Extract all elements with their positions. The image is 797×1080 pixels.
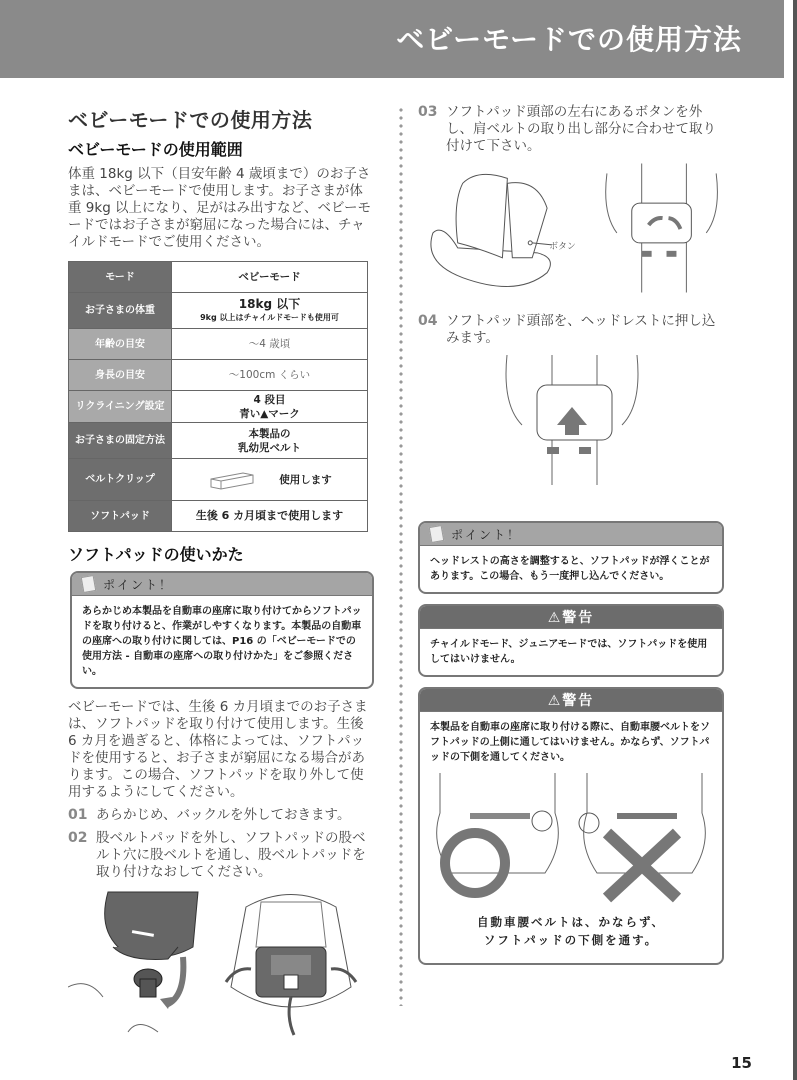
step-04 [418,313,726,347]
point-box-header [420,523,722,546]
table-value: 生後 6 カ月頃まで使用します [172,501,368,532]
table-value [172,391,368,423]
table-value: ～4 歳頃 [172,329,368,360]
button-label: ボタン [549,241,576,252]
table-key: ベルトクリップ [69,459,172,501]
step-text: ソフトパッド頭部を、ヘッドレストに押し込みます。 [446,313,716,346]
step-02-illustrations [68,887,373,1037]
step-02 [68,830,373,881]
step-03-illustrations [418,163,726,293]
softpad-heading: ソフトパッドの使いかた [68,545,244,564]
fix-method-line1: 本製品の [248,427,291,440]
fix-method-line2: 乳幼児ベルト [238,441,301,454]
correct-circle-icon [445,833,505,893]
point-box-title: ポイント！ [451,527,522,542]
table-value [172,293,368,329]
table-value: ベビーモード [172,262,368,293]
step-text: ソフトパッド頭部の左右にあるボタンを外し、肩ベルトの取り出し部分に合わせて取り付けて下さい。 [446,104,716,154]
table-row [69,423,368,459]
table-key: 年齢の目安 [69,329,172,360]
warning-header: ⚠警告 [420,606,722,629]
table-row [69,360,368,391]
table-row [69,329,368,360]
warning-text: 本製品を自動車の座席に取り付ける際に、自動車腰ベルトをソフトパッドの上側に通してはいけません。かならず、ソフトパッドの下側を通してください。 [430,722,710,763]
point-box-header [72,573,372,596]
usage-range-heading: ベビーモードの使用範囲 [68,140,243,159]
step-number: 03 [418,104,438,120]
table-row [69,262,368,293]
table-row [69,459,368,501]
table-key: お子さまの固定方法 [69,423,172,459]
recline-mark: 青い▲マーク [239,407,300,420]
table-row [69,501,368,532]
step-number: 02 [68,830,88,846]
seat-with-softpad-illustration [216,887,366,1037]
recline-step: 4 段目 [253,393,286,406]
step-number: 04 [418,313,438,329]
weight-note: 9kg 以上はチャイルドモードも使用可 [200,312,339,322]
belt-clip-usage: 使用します [279,473,332,486]
softpad-push-illustration [497,355,647,485]
section-heading: ベビーモードでの使用方法 [68,108,313,132]
lap-belt-caption [420,913,722,963]
warning-header: ⚠警告 [420,689,722,712]
table-row [69,293,368,329]
step-text: あらかじめ、バックルを外しておきます。 [96,807,351,823]
page-number: 15 [731,1054,752,1072]
belt-clip-icon [207,469,257,491]
intro-text: 体重 18kg 以下（目安年齢 4 歳頃まで）のお子さまは、ベビーモードで使用します。お子さまが体重 9kg 以上になり、足がはみ出すなど、ベビーモードではお子さまが窮屈になった場合には、チャイルドモードでご使用ください。 [68,166,372,250]
softpad-attach-illustration [597,163,726,293]
page-edge [793,0,797,1080]
crotch-belt-pad-illustration [68,887,208,1037]
softpad-head-illustration [418,163,577,293]
softpad-description: ベビーモードでは、生後 6 カ月頃までのお子さまは、ソフトパッドを取り付けて使用します。生後 6 カ月を過ぎると、体格によっては、ソフトパッドを使用すると、お子さまが窮屈になる場合があります。この場合、ソフトパッドを取り外して使用するようにしてください。 [68,699,368,800]
warning-box-2 [418,687,724,965]
correct-belt-routing-illustration [430,773,565,913]
point-box-right [418,521,724,594]
step-04-illustration-wrap [418,355,726,485]
caption-line-2: ソフトパッドの下側を通す。 [483,933,659,947]
note-icon [81,575,97,593]
table-value: ～100cm くらい [172,360,368,391]
incorrect-x-icon [607,833,677,898]
table-value [172,423,368,459]
warning-text: チャイルドモード、ジュニアモードでは、ソフトパッドを使用してはいけません。 [430,639,708,665]
column-divider [399,106,403,1006]
note-icon [429,525,445,543]
spec-table [68,261,368,532]
step-03 [418,104,726,155]
page-header [0,0,784,78]
table-key: モード [69,262,172,293]
table-key: ソフトパッド [69,501,172,532]
weight-limit: 18kg 以下 [238,296,301,311]
table-key: リクライニング設定 [69,391,172,423]
incorrect-belt-routing-illustration [577,773,712,913]
caption-line-1: 自動車腰ベルトは、かならず、 [476,915,666,929]
point-box-title: ポイント！ [103,577,174,592]
point-box-text: ヘッドレストの高さを調整すると、ソフトパッドが浮くことがあります。この場合、もう一度押し込んでください。 [430,556,710,582]
point-box [70,571,374,689]
step-01 [68,807,373,824]
point-box-text: あらかじめ本製品を自動車の座席に取り付けてからソフトパッドを取り付けると、作業がしやすくなります。本製品の自動車の座席への取り付けに関しては、P16 の「ベビーモードでの使用方法 - 自動車の座席への取り付けかた」をご参照ください。 [82,606,362,677]
step-number: 01 [68,807,88,823]
header-title: ベビーモードでの使用方法 [396,23,742,56]
warning-box-1 [418,604,724,677]
table-value [172,459,368,501]
table-row [69,391,368,423]
table-key: 身長の目安 [69,360,172,391]
right-column [418,104,726,965]
step-text: 股ベルトパッドを外し、ソフトパッドの股ベルト穴に股ベルトを通し、股ベルトパッドを取り付けなおしてください。 [96,830,366,880]
table-key: お子さまの体重 [69,293,172,329]
lap-belt-illustrations [420,773,722,913]
left-column [68,104,373,1037]
